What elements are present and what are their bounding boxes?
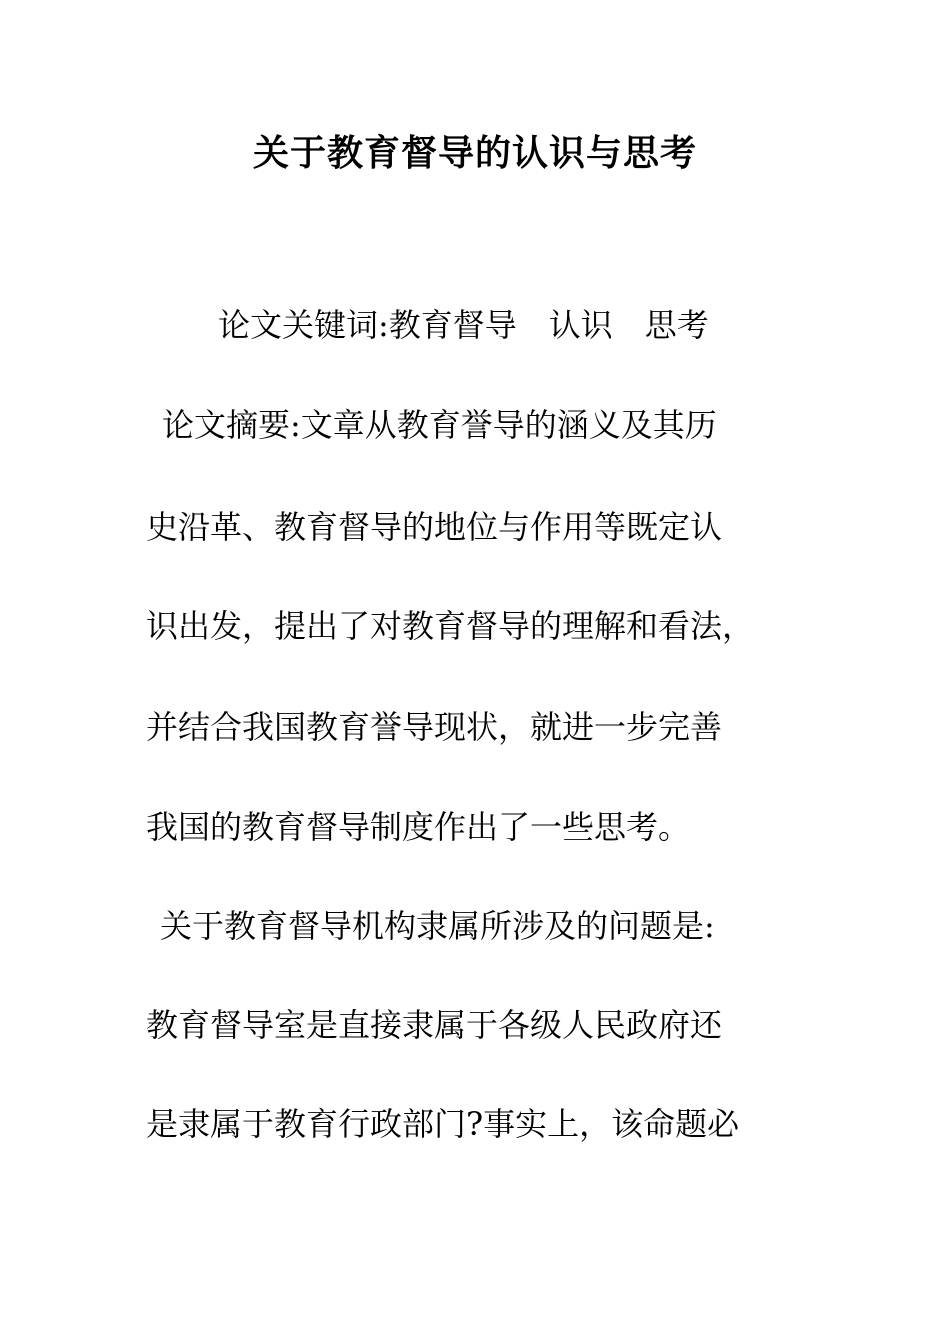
body-line-3: 是隶属于教育行政部门?事实上，该命题必 (146, 1105, 740, 1143)
abstract-line-3: 识出发，提出了对教育督导的理解和看法， (146, 607, 755, 645)
body-line-2: 教育督导室是直接隶属于各级人民政府还 (146, 1006, 723, 1044)
document-title: 关于教育督导的认识与思考 (252, 132, 697, 174)
body-line-1: 关于教育督导机构隶属所涉及的问题是: (160, 907, 715, 945)
abstract-line-1: 论文摘要:文章从教育誉导的涵义及其历 (162, 406, 717, 444)
keywords-line: 论文关键词:教育督导 认识 思考 (218, 306, 709, 344)
abstract-line-5: 我国的教育督导制度作出了一些思考。 (146, 808, 691, 846)
abstract-line-2: 史沿革、教育督导的地位与作用等既定认 (146, 508, 723, 546)
abstract-line-4: 并结合我国教育誉导现状，就进一步完善 (146, 708, 723, 746)
